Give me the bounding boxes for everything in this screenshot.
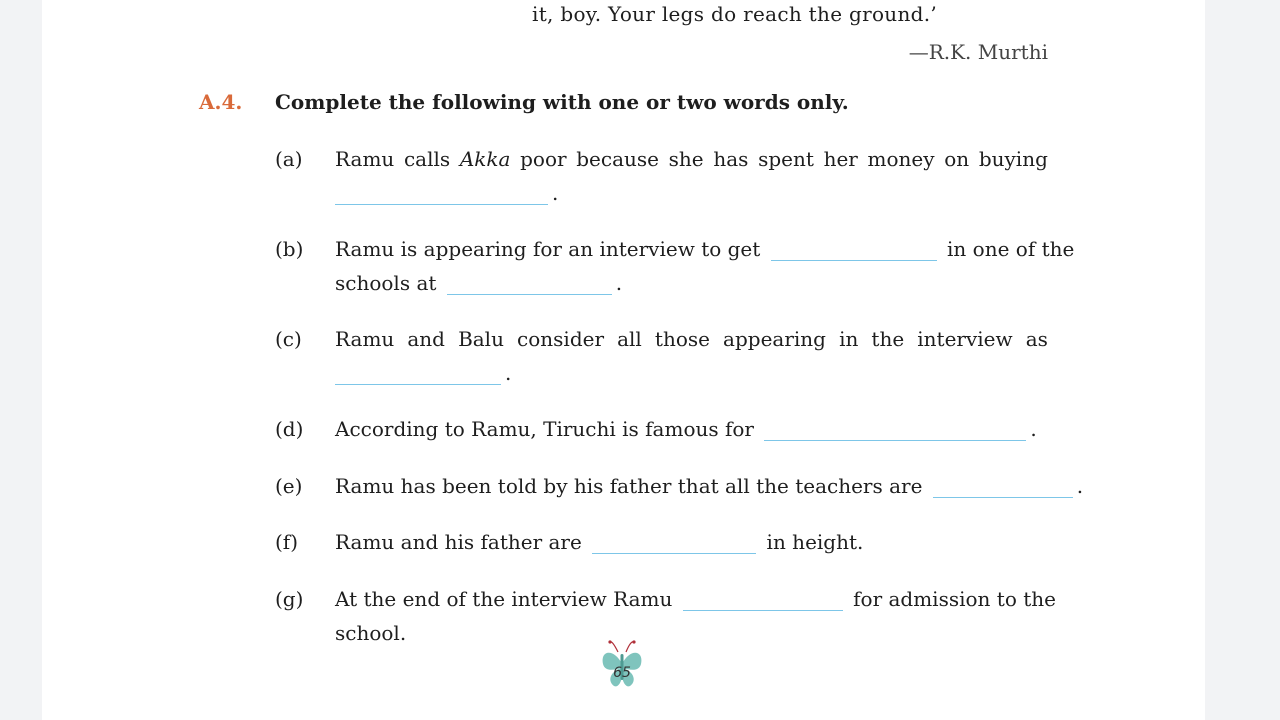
word: spent xyxy=(758,147,814,171)
item-f-line1 xyxy=(335,530,1048,554)
word: the xyxy=(871,327,905,351)
item-c-line2 xyxy=(335,361,1048,385)
answer-blank-e[interactable] xyxy=(933,475,1073,498)
item-a-after: . xyxy=(552,181,559,205)
word: her xyxy=(823,147,858,171)
answer-blank-c[interactable] xyxy=(335,362,501,385)
item-b-line1 xyxy=(335,237,1075,261)
item-g-before: At the end of the interview Ramu xyxy=(335,587,673,611)
item-e-after: . xyxy=(1076,474,1084,498)
item-a-line2 xyxy=(335,181,1048,205)
answer-blank-g[interactable] xyxy=(683,588,843,611)
excerpt-author: —R.K. Murthi xyxy=(908,40,1048,64)
word: Ramu xyxy=(335,327,395,351)
item-b-line2-text: schools at xyxy=(335,271,437,295)
word: interview xyxy=(917,327,1013,351)
word: poor xyxy=(520,147,567,171)
page-number-badge xyxy=(598,638,648,690)
item-d-label: (d) xyxy=(275,417,304,441)
item-f-before: Ramu and his father are xyxy=(335,530,582,554)
item-g-after: for admission to the xyxy=(853,587,1056,611)
word: has xyxy=(713,147,749,171)
word: Balu xyxy=(458,327,504,351)
word: calls xyxy=(403,147,451,171)
word: buying xyxy=(978,147,1048,171)
item-b-label: (b) xyxy=(275,237,304,261)
word: because xyxy=(576,147,659,171)
page-number: 65 xyxy=(613,665,631,681)
word: on xyxy=(944,147,970,171)
item-a-line1 xyxy=(335,147,1048,171)
word: in xyxy=(839,327,859,351)
excerpt-last-line: it, boy. Your legs do reach the ground.’ xyxy=(532,2,938,26)
answer-blank-d[interactable] xyxy=(764,418,1026,441)
item-b-middle: in one of the xyxy=(947,237,1075,261)
answer-blank-b2[interactable] xyxy=(447,272,612,295)
item-c-line1 xyxy=(335,327,1048,351)
item-c-after: . xyxy=(505,361,512,385)
word: she xyxy=(668,147,704,171)
word: and xyxy=(407,327,445,351)
item-c-label: (c) xyxy=(275,327,302,351)
item-d-before: According to Ramu, Tiruchi is famous for xyxy=(335,417,754,441)
word: money xyxy=(867,147,935,171)
item-g-label: (g) xyxy=(275,587,304,611)
word: Ramu xyxy=(335,147,395,171)
item-b-line2 xyxy=(335,271,1048,295)
word: all xyxy=(617,327,642,351)
answer-blank-f[interactable] xyxy=(592,531,756,554)
word: those xyxy=(654,327,710,351)
item-g-line2: school. xyxy=(335,621,407,645)
exercise-number: A.4. xyxy=(199,90,243,114)
item-d-line1 xyxy=(335,417,1048,441)
item-f-after: in height. xyxy=(766,530,864,554)
exercise-instruction: Complete the following with one or two words only. xyxy=(275,90,849,114)
item-b-after: . xyxy=(615,271,623,295)
item-b-before: Ramu is appearing for an interview to get xyxy=(335,237,761,261)
item-d-after: . xyxy=(1030,417,1037,441)
textbook-page xyxy=(42,0,1205,720)
word: as xyxy=(1025,327,1048,351)
item-e-before: Ramu has been told by his father that all the teachers are xyxy=(335,474,923,498)
butterfly-icon xyxy=(598,638,648,690)
item-f-label: (f) xyxy=(275,530,299,554)
item-g-line1 xyxy=(335,587,1056,611)
answer-blank-a[interactable] xyxy=(335,182,548,205)
word: appearing xyxy=(723,327,826,351)
word-italic: Akka xyxy=(459,147,511,171)
item-e-line1 xyxy=(335,474,1084,498)
item-e-label: (e) xyxy=(275,474,303,498)
word: consider xyxy=(517,327,605,351)
answer-blank-b1[interactable] xyxy=(771,238,937,261)
item-a-label: (a) xyxy=(275,147,303,171)
